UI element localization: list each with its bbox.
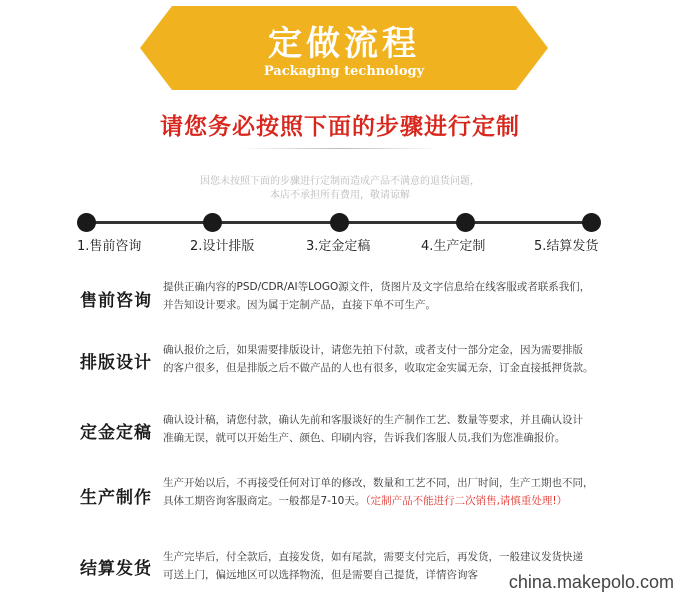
section-line: 准确无误，就可以开始生产、颜色、印刷内容，告诉我们客服人员,我们为您准确报价。 (163, 432, 566, 444)
step-label: 2.设计排版 (190, 239, 255, 254)
headline: 请您务必按照下面的步骤进行定制 (160, 114, 520, 140)
section-text-layout (163, 341, 608, 377)
step-label: 1.售前咨询 (77, 239, 142, 254)
section-line: 生产开始以后，不再接受任何对订单的修改，数量和工艺不同，出厂时间，生产工期也不同， (163, 477, 594, 489)
section-line: 可送上门，偏远地区可以选择物流，但是需要自己提货，详情咨询客 (163, 569, 478, 581)
section-line-text: 具体工期咨询客服商定。一般都是7-10天。 (163, 495, 366, 507)
process-timeline (0, 205, 680, 265)
notice-line-1: 因您未按照下面的步骤进行定制而造成产品不满意的退货问题， (200, 176, 480, 187)
section-line: 确认设计稿，请您付款，确认先前和客服谈好的生产制作工艺、数量等要求，并且确认设计 (163, 414, 583, 426)
timeline-dot (330, 213, 349, 232)
timeline-dot (582, 213, 601, 232)
section-line: 提供正确内容的PSD/CDR/AI等LOGO源文件，货图片及文字信息给在线客服或者联系我们， (163, 281, 591, 293)
step-label: 4.生产定制 (421, 239, 486, 254)
timeline-dot (203, 213, 222, 232)
section-line (163, 492, 608, 510)
banner-title: 定做流程 (268, 24, 420, 64)
section-line: 确认报价之后，如果需要排版设计，请您先拍下付款，或者支付一部分定金，因为需要排版 (163, 344, 583, 356)
section-text-deposit (163, 411, 608, 447)
section-title-deposit: 定金定稿 (80, 423, 152, 443)
notice-line-2: 本店不承担所有费用，敬请谅解 (270, 190, 410, 201)
step-label: 5.结算发货 (534, 239, 599, 254)
timeline-dot (77, 213, 96, 232)
divider (240, 148, 440, 149)
resale-warning: （定制产品不能进行二次销售,请慎重处理!） (365, 495, 568, 507)
section-text-production (163, 474, 608, 510)
timeline-dot (456, 213, 475, 232)
banner-subtitle: Packaging technology (263, 64, 425, 79)
step-label: 3.定金定稿 (306, 239, 371, 254)
title-banner (140, 6, 548, 90)
section-line: 生产完毕后，付全款后，直接发货，如有尾款，需要支付完后，再发货，一般建议发货快递 (163, 551, 583, 563)
section-title-production: 生产制作 (80, 488, 152, 508)
section-line: 的客户很多，但是排版之后不做产品的人也有很多，收取定金实属无奈，订金直接抵押货款。 (163, 362, 594, 374)
section-title-presales: 售前咨询 (80, 291, 152, 311)
watermark: china.makepolo.com (508, 572, 674, 592)
section-title-layout: 排版设计 (80, 353, 152, 373)
section-text-presales (163, 278, 608, 314)
section-line: 并告知设计要求。因为属于定制产品，直接下单不可生产。 (163, 299, 436, 311)
section-title-delivery: 结算发货 (80, 559, 152, 579)
